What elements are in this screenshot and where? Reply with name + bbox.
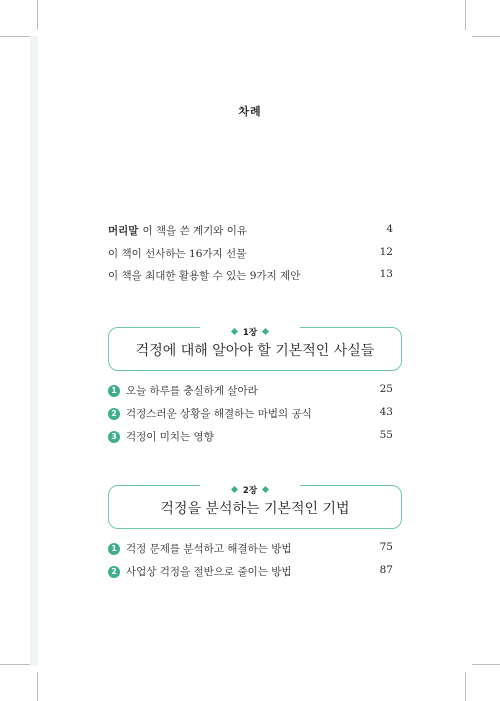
chapter-label: 1장 [242, 328, 258, 338]
diamond-icon [262, 486, 269, 493]
toc-entry[interactable] [108, 223, 393, 239]
entry-text: 오늘 하루를 충실하게 살아라 [126, 385, 258, 397]
entry-text: 이 책을 쓴 계기와 이유 [142, 225, 248, 237]
page-number: 43 [379, 406, 393, 418]
toc-entry[interactable] [108, 246, 393, 262]
number-badge: 3 [108, 431, 120, 443]
number-badge: 2 [108, 566, 120, 578]
chapter-title: 걱정을 분석하는 기본적인 기법 [160, 501, 350, 517]
diamond-icon [262, 328, 269, 335]
toc-entry[interactable] [108, 564, 393, 580]
chapter-tag [200, 478, 300, 496]
page-number: 25 [379, 383, 393, 395]
toc-entry[interactable] [108, 429, 393, 445]
toc-entry[interactable] [108, 268, 393, 284]
page-number: 75 [379, 541, 393, 553]
chapter-tag [200, 320, 300, 338]
page-number: 12 [379, 246, 393, 258]
entry-text: 이 책을 최대한 활용할 수 있는 9가지 제안 [108, 270, 301, 282]
crop-mark [37, 672, 38, 701]
crop-mark [37, 0, 38, 30]
toc-entry[interactable] [108, 383, 393, 399]
page-number: 4 [386, 223, 393, 235]
number-badge: 2 [108, 408, 120, 420]
entry-text: 이 책이 선사하는 16가지 선물 [108, 248, 247, 260]
entry-text: 걱정이 미치는 영향 [126, 431, 214, 443]
page-number: 87 [379, 564, 393, 576]
chapter-title: 걱정에 대해 알아야 할 기본적인 사실들 [135, 343, 375, 359]
crop-mark [465, 0, 466, 30]
crop-mark [472, 36, 500, 37]
page-spine [30, 36, 38, 666]
entry-text: 걱정스러운 상황을 해결하는 마법의 공식 [126, 408, 312, 420]
entry-prefix: 머리말 [108, 225, 139, 237]
crop-mark [0, 36, 30, 37]
toc-entry[interactable] [108, 406, 393, 422]
crop-mark [465, 672, 466, 701]
crop-mark [0, 664, 30, 665]
page-number: 13 [379, 268, 393, 280]
crop-mark [472, 664, 500, 665]
number-badge: 1 [108, 385, 120, 397]
entry-text: 사업상 걱정을 절반으로 줄이는 방법 [126, 566, 292, 578]
chapter-label: 2장 [242, 486, 258, 496]
number-badge: 1 [108, 543, 120, 555]
entry-text: 걱정 문제를 분석하고 해결하는 방법 [126, 543, 292, 555]
toc-title: 차례 [238, 105, 262, 118]
diamond-icon [231, 486, 238, 493]
diamond-icon [231, 328, 238, 335]
toc-entry[interactable] [108, 541, 393, 557]
page-number: 55 [379, 429, 393, 441]
